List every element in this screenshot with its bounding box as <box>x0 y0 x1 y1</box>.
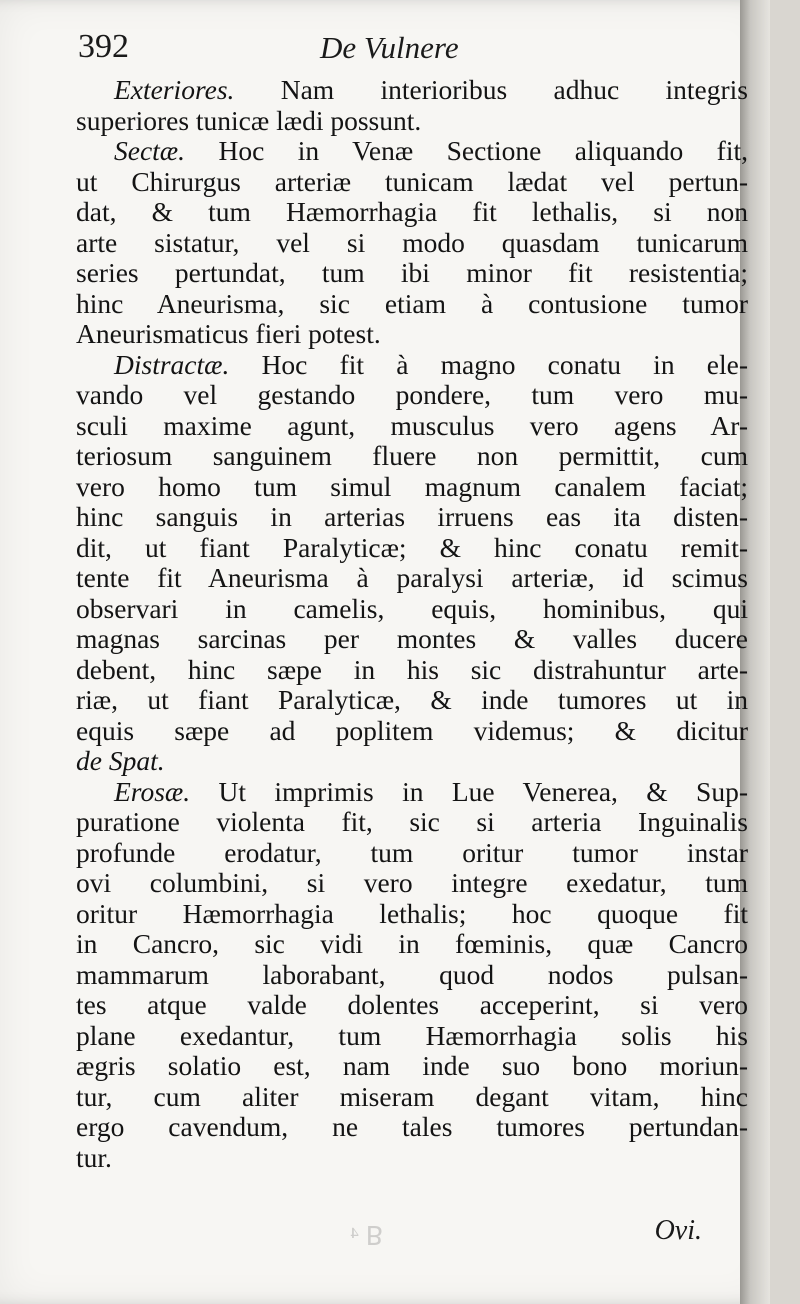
text-line <box>76 502 748 533</box>
text-line <box>76 289 748 320</box>
line-text: superiores tunicæ lædi possunt. <box>76 104 422 136</box>
running-head <box>72 22 752 74</box>
text-line <box>76 533 748 564</box>
text-line <box>76 1112 748 1143</box>
text-line <box>76 990 748 1021</box>
line-text: tes atque valde dolentes acceperint, si vero <box>76 989 748 1020</box>
line-text: profunde erodatur, tum oritur tumor instar <box>76 836 748 868</box>
paragraph-lead: Exteriores. <box>114 74 235 105</box>
text-line <box>76 228 748 259</box>
line-text: sculi maxime agunt, musculus vero agens Ar- <box>76 409 748 441</box>
text-line <box>76 197 748 228</box>
page-number: 392 <box>78 28 129 65</box>
line-text: ergo cavendum, ne tales tumores pertundan- <box>76 1111 748 1142</box>
text-line <box>76 929 748 960</box>
line-text: puratione violenta fit, sic si arteria Inguinalis <box>76 806 748 837</box>
line-text: dat, & tum Hæmorrhagia fit lethalis, si non <box>76 196 748 227</box>
text-line <box>76 167 748 198</box>
line-text: series pertundat, tum ibi minor fit resistentia; <box>76 257 748 288</box>
line-text: teriosum sanguinem fluere non permittit, cum <box>76 440 748 471</box>
text-line <box>76 1021 748 1052</box>
text-line <box>76 685 748 716</box>
text-line <box>76 807 748 838</box>
line-text: magnas sarcinas per montes & valles ducere <box>76 623 748 654</box>
text-line <box>76 716 748 747</box>
line-text: vero homo tum simul magnum canalem faciat; <box>76 470 748 502</box>
text-line <box>76 655 748 686</box>
text-line <box>76 380 748 411</box>
line-text: ut Chirurgus arteriæ tunicam lædat vel pertun- <box>76 165 748 197</box>
paragraph-lead: Sectæ. <box>114 135 186 166</box>
line-text: Hoc fit à magno conatu in ele- <box>229 348 748 380</box>
line-text: arte sistatur, vel si modo quasdam tunicarum <box>76 226 748 258</box>
text-line <box>76 1051 748 1082</box>
line-text: in Cancro, sic vidi in fœminis, quæ Cancro <box>76 928 748 959</box>
text-line <box>76 1143 748 1174</box>
paragraph-lead: Erosæ. <box>114 775 191 807</box>
text-line <box>76 411 748 442</box>
body-text <box>76 75 748 1173</box>
text-line <box>76 441 748 472</box>
text-line <box>76 899 748 930</box>
line-text: observari in camelis, equis, hominibus, qui <box>76 592 748 624</box>
show-through-mark: ꓭ ⁴ <box>350 1222 384 1251</box>
text-line <box>76 868 748 899</box>
line-text: ægris solatio est, nam inde suo bono moriun- <box>76 1050 748 1081</box>
line-text: Aneurismaticus fieri potest. <box>76 318 381 349</box>
catchword: Ovi. <box>654 1215 702 1246</box>
line-text: Nam interioribus adhuc integris <box>234 74 748 105</box>
text-line <box>76 624 748 655</box>
paragraph-lead: Distractæ. <box>114 348 230 380</box>
text-line <box>76 960 748 991</box>
line-text: mammarum laborabant, quod nodos pulsan- <box>76 958 748 990</box>
text-line <box>76 75 748 106</box>
text-line <box>76 594 748 625</box>
line-text: debent, hinc sæpe in his sic distrahuntur arte- <box>76 653 748 685</box>
text-line <box>76 350 748 381</box>
text-line <box>76 1082 748 1113</box>
text-line <box>76 136 748 167</box>
line-text: tur, cum aliter miseram degant vitam, hinc <box>76 1080 748 1112</box>
line-text: plane exedantur, tum Hæmorrhagia solis his <box>76 1019 748 1051</box>
line-text: vando vel gestando pondere, tum vero mu- <box>76 379 748 410</box>
line-text: dit, ut fiant Paralyticæ; & hinc conatu remit- <box>76 531 748 563</box>
line-text: hinc Aneurisma, sic etiam à contusione tumor <box>76 287 748 319</box>
line-text: tur. <box>76 1141 112 1173</box>
line-text: Ut imprimis in Lue Venerea, & Sup- <box>190 775 748 807</box>
text-line <box>76 746 748 777</box>
line-text: riæ, ut fiant Paralyticæ, & inde tumores ut in <box>76 684 748 715</box>
text-line <box>76 319 748 350</box>
running-title: De Vulnere <box>320 30 459 65</box>
line-text: tente fit Aneurisma à paralysi arteriæ, id scimus <box>76 562 748 593</box>
text-line <box>76 106 748 137</box>
paragraph-lead: de Spat. <box>76 745 165 776</box>
text-line <box>76 838 748 869</box>
line-text: Hoc in Venæ Sectione aliquando fit, <box>185 135 748 166</box>
text-line <box>76 563 748 594</box>
text-line <box>76 777 748 808</box>
line-text: oritur Hæmorrhagia lethalis; hoc quoque fit <box>76 897 748 929</box>
text-line <box>76 472 748 503</box>
line-text: equis sæpe ad poplitem videmus; & dicitur <box>76 714 748 746</box>
text-line <box>76 258 748 289</box>
line-text: hinc sanguis in arterias irruens eas ita disten- <box>76 501 748 532</box>
line-text: ovi columbini, si vero integre exedatur, tum <box>76 867 748 898</box>
